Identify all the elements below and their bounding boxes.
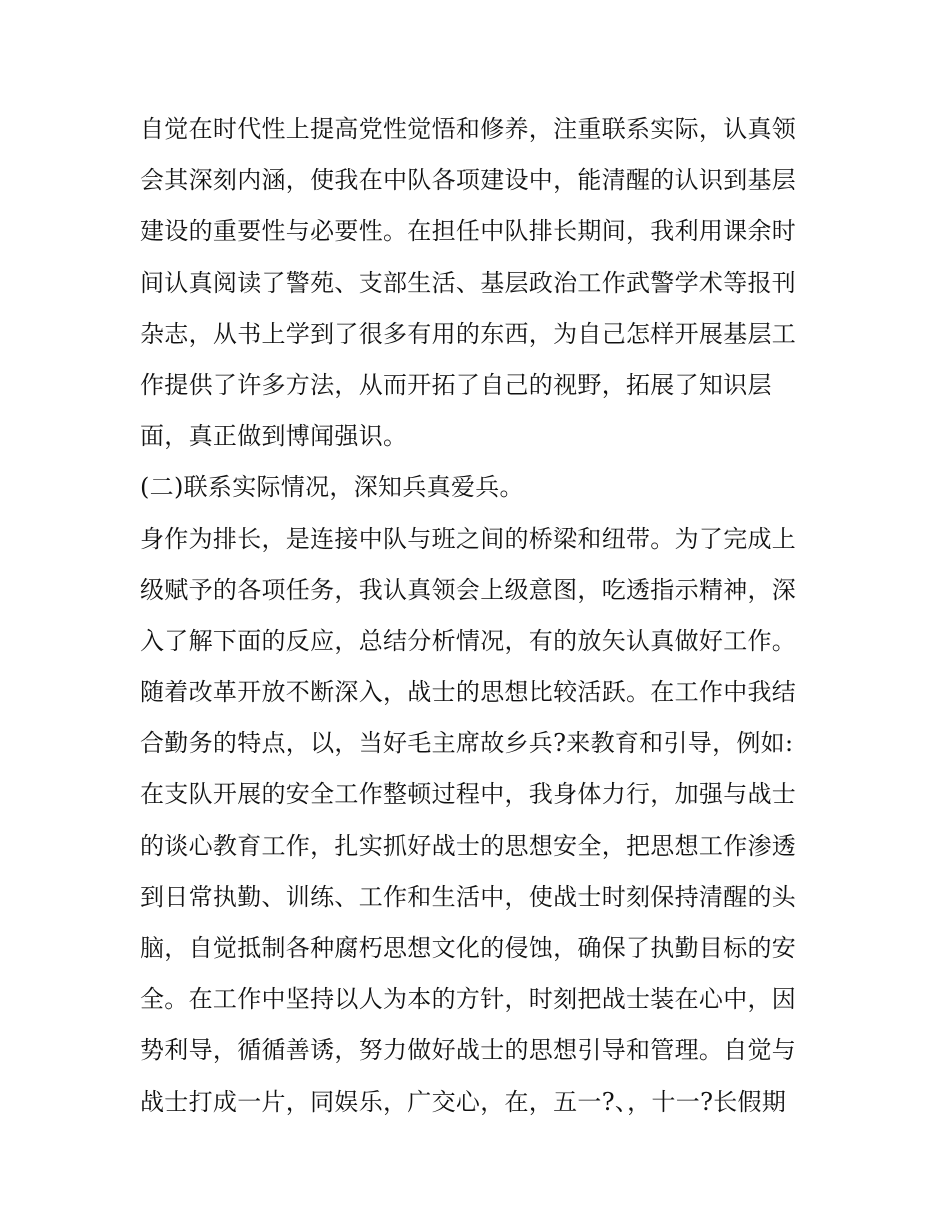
text-line: 间认真阅读了警苑、支部生活、基层政治工作武警学术等报刊 (140, 268, 797, 297)
text-line: 战士打成一片，同娱乐，广交心，在，五一?、，十一?长假期 (140, 1087, 787, 1116)
text-line: 到日常执勤、训练、工作和生活中，使战士时刻保持清醒的头 (140, 882, 797, 911)
text-line: 全。在工作中坚持以人为本的方针，时刻把战士装在心中，因 (140, 985, 797, 1014)
section-heading: (二)联系实际情况，深知兵真爱兵。 (140, 473, 524, 502)
text-line: 级赋予的各项任务，我认真领会上级意图，吃透指示精神，深 (140, 575, 797, 604)
text-line: 作提供了许多方法，从而开拓了自己的视野，拓展了知识层 (140, 370, 772, 399)
text-line: 身作为排长，是连接中队与班之间的桥梁和纽带。为了完成上 (140, 524, 797, 553)
text-line: 势利导，循循善诱，努力做好战士的思想引导和管理。自觉与 (140, 1036, 797, 1065)
text-line: 自觉在时代性上提高党性觉悟和修养，注重联系实际，认真领 (140, 115, 797, 143)
text-line: 杂志，从书上学到了很多有用的东西，为自己怎样开展基层工 (140, 319, 797, 348)
document-body (140, 104, 830, 1128)
text-line: 随着改革开放不断深入，战士的思想比较活跃。在工作中我结 (140, 678, 797, 707)
text-line: 合勤务的特点，以，当好毛主席故乡兵?来教育和引导，例如: (140, 729, 794, 758)
text-line: 入了解下面的反应，总结分析情况，有的放矢认真做好工作。 (140, 626, 797, 655)
text-line: 面，真正做到博闻强识。 (140, 422, 408, 451)
text-line: 脑，自觉抵制各种腐朽思想文化的侵蚀，确保了执勤目标的安 (140, 934, 797, 962)
text-line: 建设的重要性与必要性。在担任中队排长期间，我利用课余时 (140, 217, 797, 246)
text-line: 的谈心教育工作，扎实抓好战士的思想安全，把思想工作渗透 (140, 831, 797, 860)
text-line: 会其深刻内涵，使我在中队各项建设中，能清醒的认识到基层 (140, 166, 797, 195)
text-line: 在支队开展的安全工作整顿过程中，我身体力行，加强与战士 (140, 780, 797, 809)
